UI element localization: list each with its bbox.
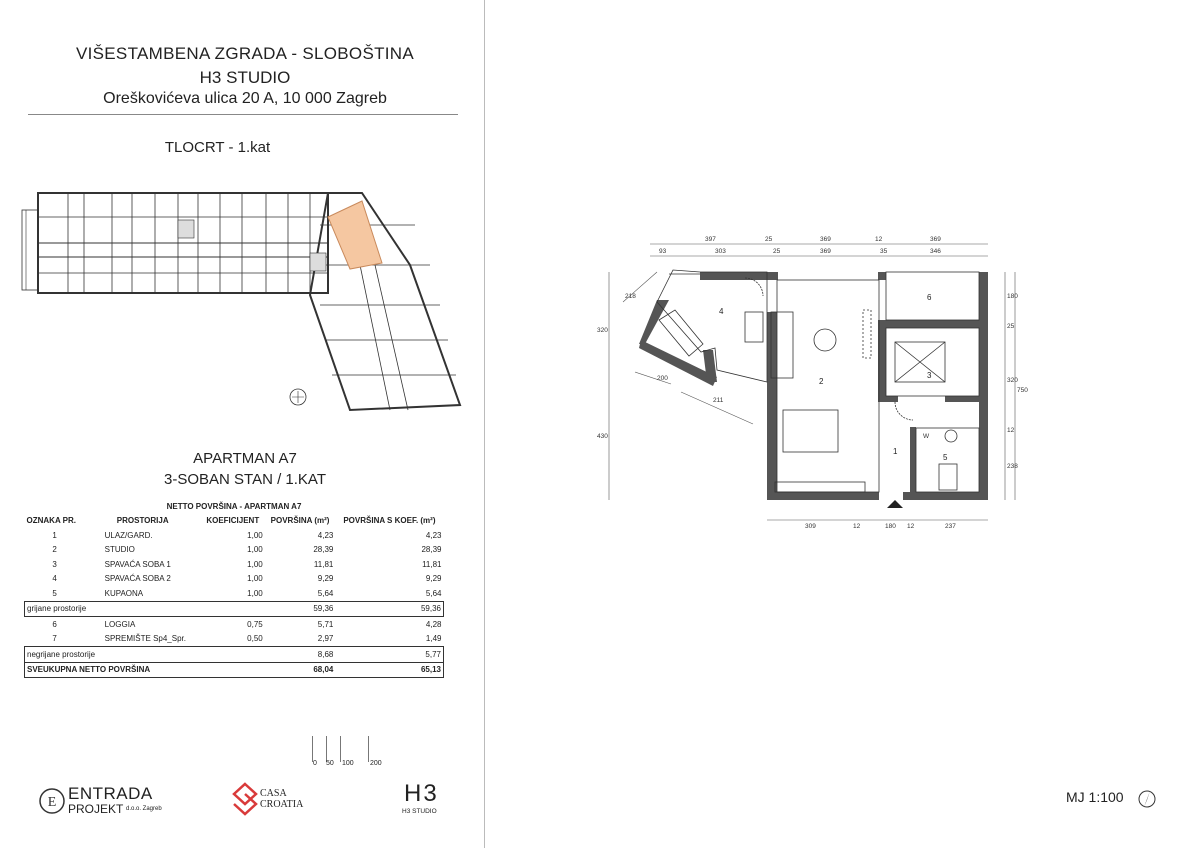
col-header-coef: KOEFICIJENT — [206, 516, 260, 526]
dim-label: 309 — [805, 523, 816, 530]
table-row: 1 ULAZ/GARD. 1,00 4,23 4,23 — [52, 530, 442, 540]
apartment-name: APARTMAN A7 — [193, 450, 297, 467]
dim-label: 320 — [597, 327, 608, 334]
entrada-emblem-icon — [38, 787, 66, 815]
dim-label: 303 — [715, 248, 726, 255]
apartment-floor-plan — [595, 232, 1035, 532]
scale-label: 0 — [313, 760, 317, 767]
table-row: 5 KUPAONA 1,00 5,64 5,64 — [52, 588, 442, 598]
scale-label: 50 — [326, 760, 334, 767]
area-table — [24, 499, 444, 678]
dim-label: 397 — [705, 236, 716, 243]
dim-label: 430 — [597, 433, 608, 440]
graphic-scale-bar — [310, 736, 400, 770]
studio-title: H3 STUDIO — [199, 68, 291, 87]
dim-label: 12 — [875, 236, 883, 243]
dim-label: 25 — [1007, 323, 1015, 330]
address: Oreškovićeva ulica 20 A, 10 000 Zagreb — [103, 90, 387, 107]
dim-label: 237 — [945, 523, 956, 530]
apartment-type: 3-SOBAN STAN / 1.KAT — [164, 471, 326, 488]
col-header-area-coef: POVRŠINA S KOEF. (m²) — [343, 516, 436, 526]
dim-label: 12 — [1007, 427, 1015, 434]
croatia-text: CROATIA — [260, 799, 304, 810]
h3-mark: H3 — [404, 780, 439, 807]
dim-label: 211 — [713, 397, 724, 404]
building-title: VIŠESTAMBENA ZGRADA - SLOBOŠTINA — [75, 44, 415, 63]
dim-label: 25 — [773, 248, 781, 255]
total-row: SVEUKUPNA NETTO POVRŠINA 68,04 65,13 — [25, 662, 444, 678]
room-label-1: 1 — [893, 447, 898, 456]
dim-label: 93 — [659, 248, 667, 255]
casa-text: CASA — [260, 788, 287, 799]
casa-croatia-icon — [232, 782, 258, 816]
dim-label: 218 — [625, 293, 636, 300]
room-label-6: 6 — [927, 293, 932, 302]
entrada-name: ENTRADA — [68, 784, 153, 803]
entrada-company: d.o.o. Zagreb — [126, 806, 162, 812]
scale-label: 100 — [342, 760, 354, 767]
h3-text: H3 STUDIO — [402, 808, 437, 815]
unheated-subtotal-row: negrijane prostorije 8,68 5,77 — [25, 647, 444, 663]
scale-text: MJ 1:100 — [1066, 789, 1124, 805]
room-label-2: 2 — [819, 377, 824, 386]
h3-studio-logo — [400, 780, 450, 820]
page-divider — [484, 0, 485, 848]
svg-text:E: E — [47, 795, 57, 810]
entrada-sub: PROJEKT — [68, 802, 124, 816]
col-header-room: PROSTORIJA — [116, 516, 169, 526]
dim-label: 200 — [657, 375, 668, 382]
dim-label: 180 — [885, 523, 896, 530]
scale-label: 200 — [370, 760, 382, 767]
dim-label: 238 — [1007, 463, 1018, 470]
table-row: 4 SPAVAĆA SOBA 2 1,00 9,29 9,29 — [52, 574, 442, 584]
dim-label: 369 — [820, 248, 831, 255]
col-header-id: OZNAKA PR. — [26, 516, 76, 526]
dim-label: 346 — [930, 248, 941, 255]
room-label-5: 5 — [943, 453, 948, 462]
table-row: 6 LOGGIA 0,75 5,71 4,28 — [52, 619, 442, 629]
site-floor-plan — [20, 165, 470, 415]
col-header-area: POVRŠINA (m²) — [270, 516, 330, 526]
dim-label: 180 — [1007, 293, 1018, 300]
dim-label: 369 — [820, 236, 831, 243]
north-arrow-icon — [1136, 788, 1158, 810]
floor-label: TLOCRT - 1.kat — [164, 139, 271, 156]
dim-label: 12 — [907, 523, 915, 530]
entrada-logo — [38, 784, 168, 818]
room-label-4: 4 — [719, 307, 724, 316]
table-row: 3 SPAVAĆA SOBA 1 1,00 11,81 11,81 — [52, 559, 442, 569]
heated-subtotal-row: grijane prostorije 59,36 59,36 — [25, 601, 444, 617]
dim-label: 369 — [930, 236, 941, 243]
room-label-3: 3 — [927, 371, 932, 380]
dim-label: 750 — [1017, 387, 1028, 394]
table-row: 2 STUDIO 1,00 28,39 28,39 — [52, 545, 442, 555]
header-divider — [28, 114, 458, 115]
table-row: 7 SPREMIŠTE Sp4_Spr. 0,50 2,97 1,49 — [52, 634, 442, 644]
table-caption: NETTO POVRŠINA - APARTMAN A7 — [166, 501, 302, 511]
dim-label: 35 — [880, 248, 888, 255]
washer-label: W — [923, 433, 930, 440]
dim-label: 25 — [765, 236, 773, 243]
dim-label: 12 — [853, 523, 861, 530]
dim-label: 320 — [1007, 377, 1018, 384]
casa-croatia-logo — [232, 780, 322, 820]
